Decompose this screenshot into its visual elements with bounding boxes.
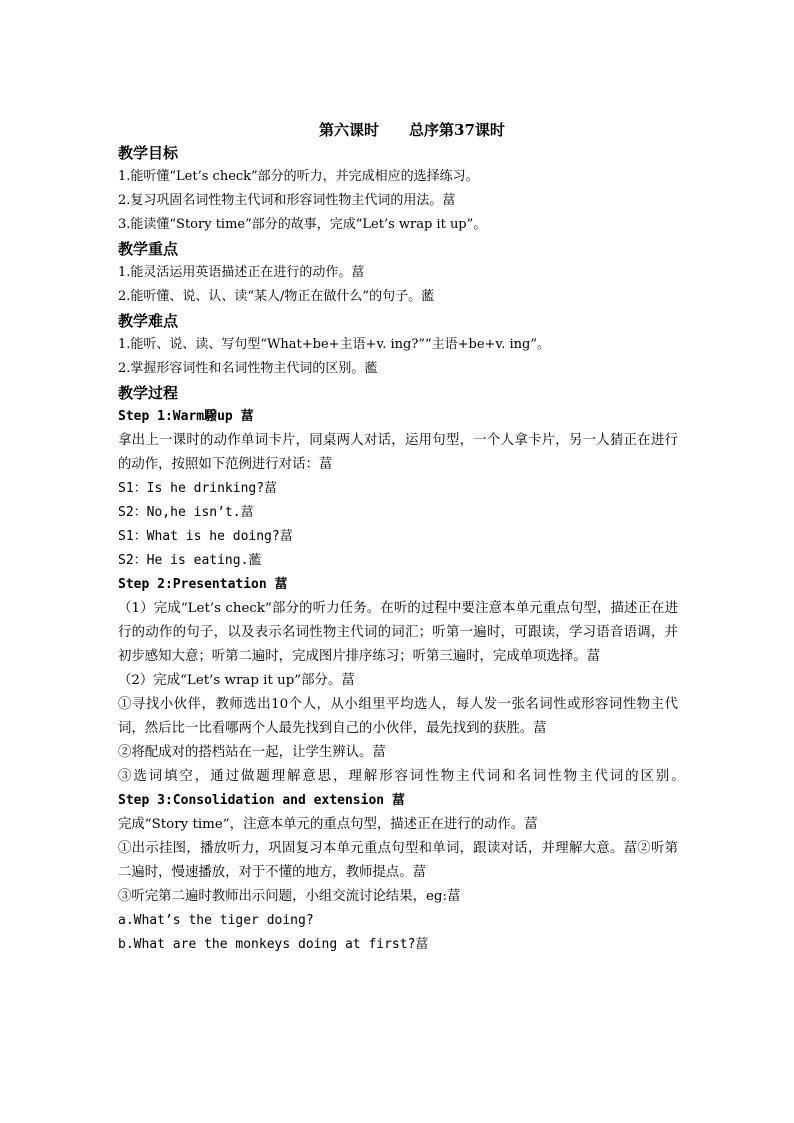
document-page <box>118 119 678 957</box>
key-point-item-1: 1.能灵活运用英语描述正在进行的动作。葍 <box>118 265 365 280</box>
step2-paragraph-5-text: ③选词填空，通过做题理解意思，理解形容词性物主代词和名词性物主代词的区别。 <box>118 769 678 784</box>
difficulties-heading: 教学难点 <box>118 312 179 330</box>
step2-paragraph-1: （1）完成“Let’s check”部分的听力任务。在听的过程中要注意本单元重点句型，描述正在进行的动作的句子，以及表示名词性物主代词的词汇；听第一遍时，可跟读，学习语音语调，并初步感知大意；听第二遍时，完成图片排序练习；听第三遍时，完成单项选择。葍 <box>118 601 678 664</box>
objectives-heading: 教学目标 <box>118 144 179 162</box>
dialogue-line-3: S1：What is he doing?葍 <box>118 529 293 544</box>
objective-item-2: 2.复习巩固名词性物主代词和形容词性物主代词的用法。葍 <box>118 193 456 208</box>
difficulty-item-1: 1.能听、说、读、写句型“What+be+主语+v. ing?”“主语+be+v. ing”。 <box>118 337 550 352</box>
dialogue-line-1: S1：Is he drinking?葍 <box>118 481 278 496</box>
step3-paragraph-2: ①出示挂图，播放听力，巩固复习本单元重点句型和单词，跟读对话，并理解大意。葍②听第二遍时，慢速播放，对于不懂的地方，教师提点。葍 <box>118 841 678 880</box>
difficulty-item-2: 2.掌握形容词性和名词性物主代词的区别。蘫 <box>118 361 378 376</box>
step3-paragraph-1: 完成“Story time”，注意本单元的重点句型，描述正在进行的动作。葍 <box>118 817 538 832</box>
lesson-title: 第六课时 总序第37课时 <box>319 121 505 139</box>
dialogue-line-4: S2：He is eating.蘫 <box>118 553 262 568</box>
step2-paragraph-4: ②将配成对的搭档站在一起，让学生辨认。葍 <box>118 745 386 760</box>
step2-paragraph-2: （2）完成“Let’s wrap it up”部分。葍 <box>118 673 355 688</box>
objective-item-3: 3.能读懂“Story time”部分的故事，完成“Let’s wrap it up”。 <box>118 217 487 232</box>
step2-paragraph-3: ①寻找小伙伴，教师选出10个人，从小组里平均选人，每人发一张名词性或形容词性物主代词，然后比一比看哪两个人最先找到自己的小伙伴，最先找到的获胜。葍 <box>118 697 678 736</box>
objective-item-1: 1.能听懂“Let’s check”部分的听力，并完成相应的选择练习。 <box>118 169 479 184</box>
step1-title: Step 1:Warm驋up 葍 <box>118 409 254 424</box>
step1-text: 拿出上一课时的动作单词卡片，同桌两人对话，运用句型，一个人拿卡片，另一人猜正在进行的动作，按照如下范例进行对话：葍 <box>118 433 678 472</box>
question-a: a.What’s the tiger doing? <box>118 913 314 928</box>
step3-paragraph-3: ③听完第二遍时教师出示问题，小组交流讨论结果，eg:葍 <box>118 889 461 904</box>
key-points-heading: 教学重点 <box>118 240 179 258</box>
step3-title: Step 3:Consolidation and extension 葍 <box>118 793 405 808</box>
question-b: b.What are the monkeys doing at first?葍 <box>118 937 429 952</box>
step2-title: Step 2:Presentation 葍 <box>118 577 288 592</box>
step2-paragraph-5 <box>118 765 678 813</box>
dialogue-line-2: S2：No,he isn’t.葍 <box>118 505 254 520</box>
process-heading: 教学过程 <box>118 384 179 402</box>
key-point-item-2: 2.能听懂、说、认、读“某人/物正在做什么”的句子。蘫 <box>118 289 435 304</box>
